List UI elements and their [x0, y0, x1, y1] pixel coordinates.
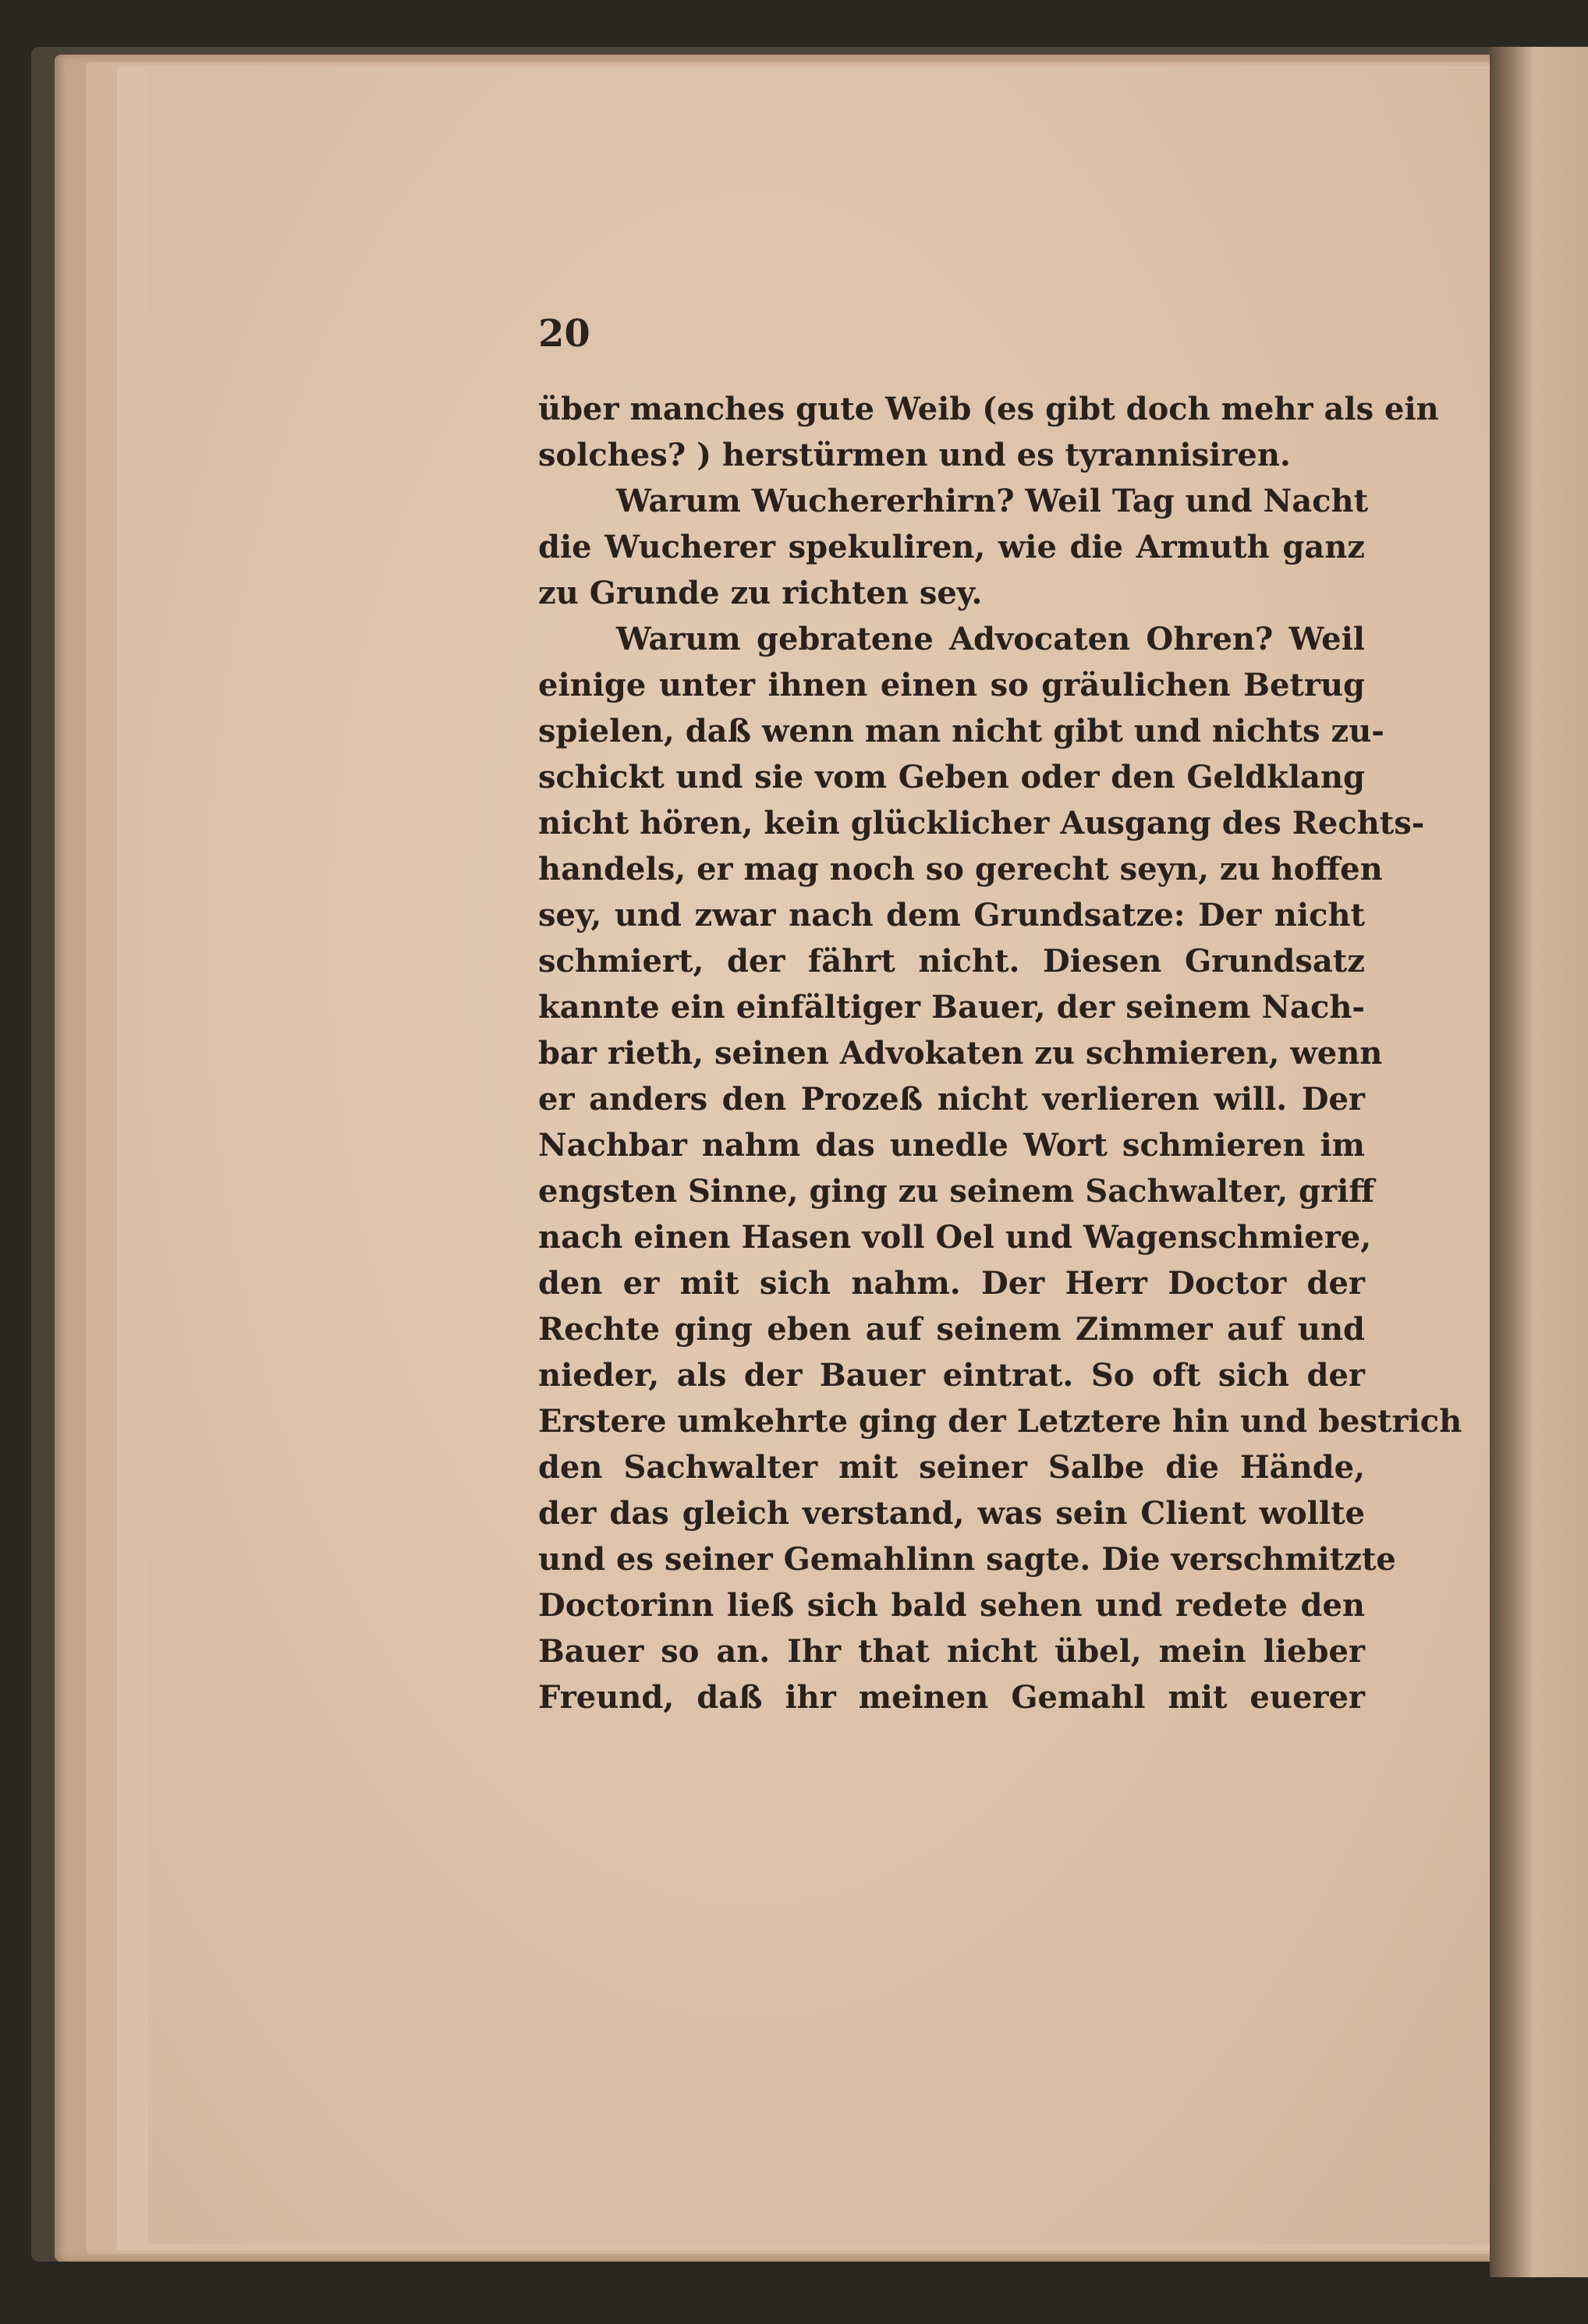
text-line: handels, er mag noch so gerecht seyn, zu hoffen — [538, 851, 1383, 887]
text-line: nach einen Hasen voll Oel und Wagenschmiere, — [538, 1219, 1372, 1256]
text-line: der das gleich verstand, was sein Client wollte — [538, 1495, 1365, 1532]
text-line: nicht hören, kein glücklicher Ausgang des Rechts- — [538, 805, 1425, 841]
text-line: Bauer so an. Ihr that nicht übel, mein lieber — [538, 1633, 1365, 1670]
text-line: Rechte ging eben auf seinem Zimmer auf und — [538, 1311, 1365, 1348]
text-line: nieder, als der Bauer eintrat. So oft sich der — [538, 1357, 1365, 1394]
text-line: über manches gute Weib (es gibt doch mehr als ein — [538, 391, 1439, 427]
text-line: und es seiner Gemahlinn sagte. Die verschmitzte — [538, 1541, 1396, 1578]
text-line: bar rieth, seinen Advokaten zu schmieren, wenn — [538, 1035, 1383, 1072]
text-line: Warum gebratene Advocaten Ohren? Weil — [616, 621, 1365, 657]
page-text-block — [538, 386, 1462, 1720]
text-line: die Wucherer spekuliren, wie die Armuth ganz — [538, 529, 1365, 565]
text-line: den Sachwalter mit seiner Salbe die Hände, — [538, 1449, 1365, 1486]
text-line: engsten Sinne, ging zu seinem Sachwalter, griff — [538, 1173, 1375, 1210]
text-line: Erstere umkehrte ging der Letztere hin und bestrich — [538, 1403, 1462, 1440]
text-line: Doctorinn ließ sich bald sehen und redete den — [538, 1587, 1365, 1624]
text-line: schmiert, der fährt nicht. Diesen Grundsatz — [538, 943, 1365, 980]
text-line: einige unter ihnen einen so gräulichen Betrug — [538, 667, 1365, 703]
text-line: den er mit sich nahm. Der Herr Doctor der — [538, 1265, 1365, 1302]
page-number: 20 — [538, 312, 590, 356]
book-gutter — [1490, 47, 1588, 2277]
text-line: schickt und sie vom Geben oder den Geldklang — [538, 759, 1365, 795]
text-line: spielen, daß wenn man nicht gibt und nichts zu- — [538, 713, 1384, 749]
text-line: Nachbar nahm das unedle Wort schmieren im — [538, 1127, 1365, 1164]
text-line: Freund, daß ihr meinen Gemahl mit euerer — [538, 1679, 1365, 1716]
text-line: zu Grunde zu richten sey. — [538, 575, 983, 611]
text-line: solches? ) herstürmen und es tyrannisiren. — [538, 437, 1291, 473]
text-line: kannte ein einfältiger Bauer, der seinem Nach- — [538, 989, 1365, 1026]
text-line: er anders den Prozeß nicht verlieren will. Der — [538, 1081, 1365, 1118]
text-line: Warum Wuchererhirn? Weil Tag und Nacht — [616, 483, 1369, 519]
text-line: sey, und zwar nach dem Grundsatze: Der nicht — [538, 897, 1365, 933]
